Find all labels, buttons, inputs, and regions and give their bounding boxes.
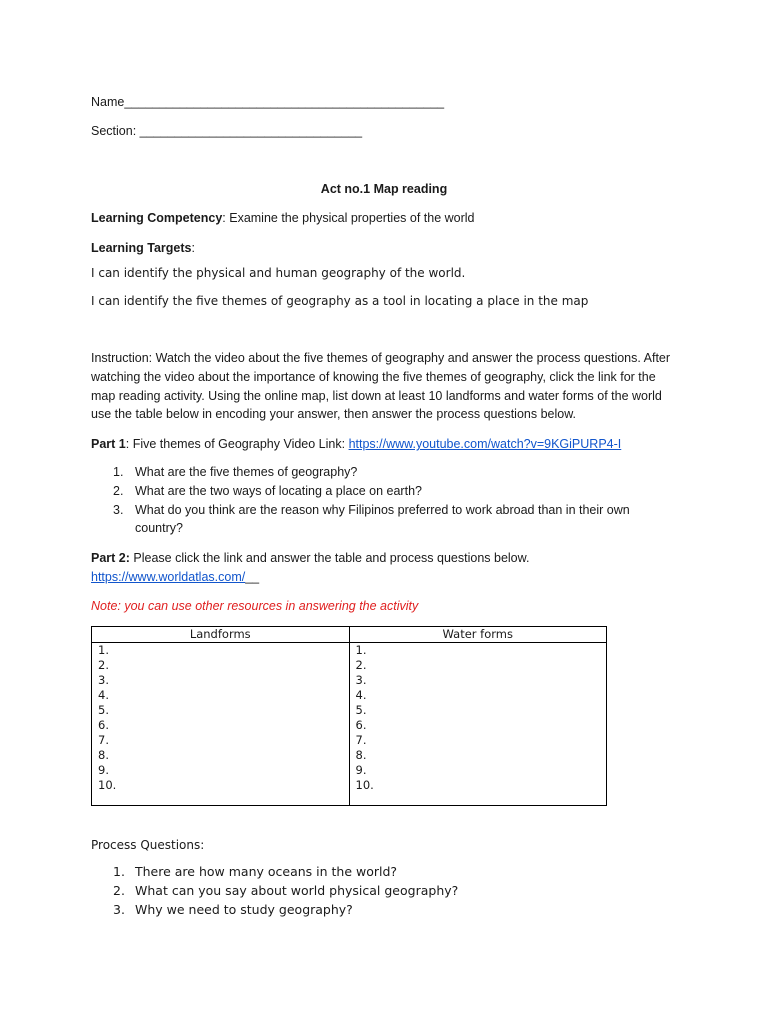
answer-table [91, 626, 607, 806]
table-row-number: 3. [98, 673, 109, 687]
process-questions [91, 863, 671, 919]
table-row-number: 6. [355, 718, 367, 732]
list-item: 3. Why we need to study geography? [113, 901, 353, 917]
link-trail: __ [245, 570, 260, 584]
competency-text: : Examine the physical properties of the world [222, 211, 475, 225]
name-blank: ______________________________________________ [124, 95, 445, 109]
targets-colon: : [191, 241, 195, 255]
target-item: I can identify the physical and human geography of the world. [91, 266, 466, 280]
section-blank: ________________________________ [139, 124, 363, 138]
table-row-number: 8. [355, 748, 367, 762]
part1-questions [91, 463, 671, 538]
video-link[interactable]: https://www.youtube.com/watch?v=9KGiPURP4-I [348, 437, 622, 451]
target-item: I can identify the five themes of geography as a tool in locating a place in the map [91, 294, 589, 308]
waterforms-cell[interactable] [349, 643, 607, 806]
worldatlas-link[interactable]: https://www.worldatlas.com/ [91, 570, 246, 584]
targets-label: Learning Targets [91, 241, 192, 255]
table-row-number: 10. [355, 778, 374, 792]
instruction-paragraph: Instruction: Watch the video about the five themes of geography and answer the process questions. After watching the video about the importance of knowing the five themes of geography, click the link for the map reading activity. Using the online map, list down at least 10 landforms and water forms of the world use the table below in encoding your answer, then answer the process questions below. [91, 351, 671, 422]
part1-text: : Five themes of Geography Video Link: [125, 437, 349, 451]
competency-label: Learning Competency [91, 211, 223, 225]
part2-link-line [91, 568, 259, 586]
activity-title: Act no.1 Map reading [320, 182, 448, 196]
table-row-number: 3. [355, 673, 367, 687]
part2-line [91, 549, 529, 567]
landforms-header: Landforms [92, 627, 350, 643]
section-field-line [91, 122, 362, 140]
process-title: Process Questions: [91, 838, 205, 852]
part2-label: Part 2: [91, 551, 130, 565]
table-row-number: 1. [98, 643, 109, 657]
table-row-number: 4. [98, 688, 109, 702]
table-row-number: 4. [355, 688, 367, 702]
table-row-number: 7. [355, 733, 367, 747]
table-row-number: 9. [355, 763, 367, 777]
landforms-cell[interactable] [92, 643, 350, 806]
part2-text: Please click the link and answer the table and process questions below. [129, 551, 530, 565]
list-item: 1. What are the five themes of geography? [113, 465, 358, 479]
section-label: Section: [91, 124, 140, 138]
part1-label: Part 1 [91, 437, 126, 451]
table-row-number: 5. [355, 703, 367, 717]
table-row [92, 643, 607, 806]
table-row-number: 10. [98, 778, 117, 792]
list-item: 2. What are the two ways of locating a place on earth? [113, 483, 422, 498]
list-item: 2. What can you say about world physical geography? [113, 882, 459, 898]
name-label: Name [91, 95, 125, 109]
table-row-number: 2. [98, 658, 109, 672]
table-row-number: 5. [98, 703, 109, 717]
table-row-number: 2. [355, 658, 367, 672]
name-field-line [91, 93, 444, 111]
part1-line [91, 435, 621, 453]
waterforms-header: Water forms [349, 627, 607, 643]
learning-targets-heading [91, 239, 195, 257]
list-item: 1. There are how many oceans in the world? [113, 864, 398, 879]
table-row-number: 7. [98, 733, 109, 747]
table-row-number: 9. [98, 763, 109, 777]
table-row-number: 8. [98, 748, 109, 762]
learning-competency [91, 209, 475, 227]
table-row-number: 6. [98, 718, 109, 732]
note-text: Note: you can use other resources in answering the activity [91, 599, 419, 613]
list-item: 3. What do you think are the reason why Filipinos preferred to work abroad than in their own country? [113, 502, 630, 536]
table-row-number: 1. [355, 643, 367, 657]
table-header-row [92, 627, 607, 643]
